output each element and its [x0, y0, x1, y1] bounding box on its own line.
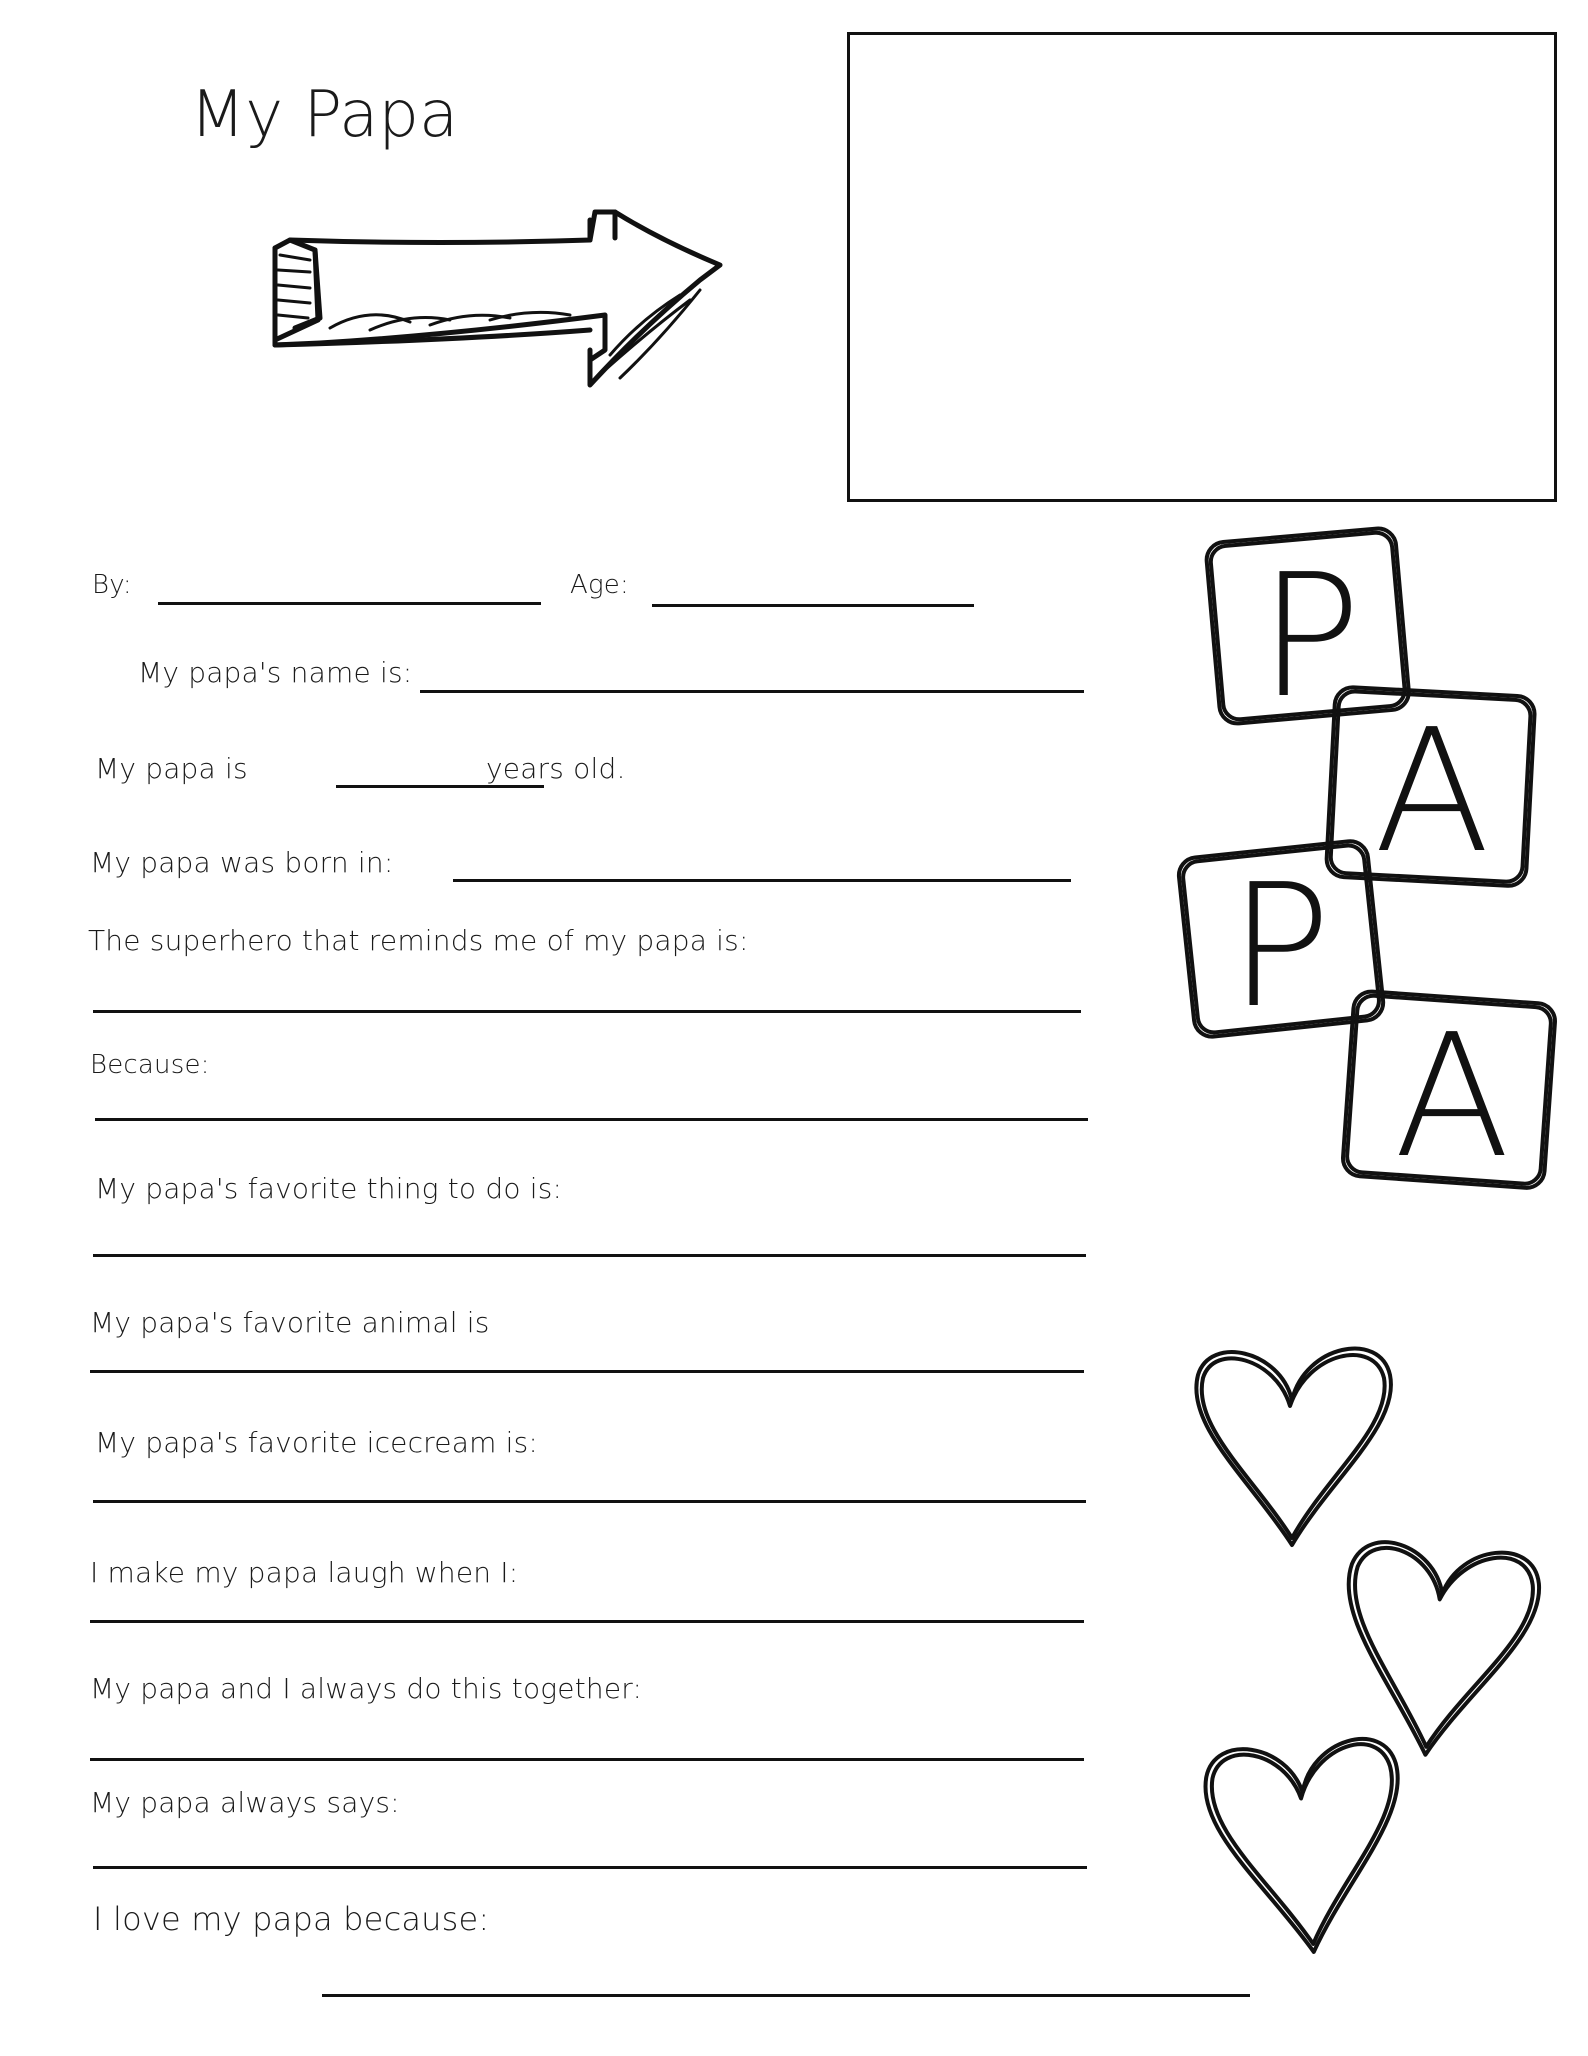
age-label: Age: [570, 570, 629, 600]
love-line[interactable] [322, 1994, 1250, 1997]
papa-tiles [1170, 520, 1570, 1200]
favorite-animal-line[interactable] [90, 1370, 1084, 1373]
says-label: My papa always says: [90, 1786, 400, 1819]
name-line[interactable] [420, 690, 1084, 693]
superhero-line[interactable] [93, 1010, 1081, 1013]
together-label: My papa and I always do this together: [90, 1672, 643, 1705]
because-line[interactable] [95, 1118, 1088, 1121]
age-sentence-prefix: My papa is [95, 752, 248, 785]
favorite-thing-line[interactable] [93, 1254, 1086, 1257]
because-label: Because: [90, 1050, 210, 1080]
hearts-decoration [1170, 1310, 1570, 2000]
born-label: My papa was born in: [90, 846, 394, 879]
favorite-icecream-label: My papa's favorite icecream is: [95, 1426, 539, 1459]
laugh-line[interactable] [90, 1620, 1084, 1623]
born-line[interactable] [453, 879, 1071, 882]
tile-letter-a-2: A [1393, 998, 1511, 1196]
by-line[interactable] [158, 602, 541, 605]
age-sentence-suffix: years old. [486, 752, 626, 785]
favorite-animal-label: My papa's favorite animal is [90, 1306, 490, 1339]
heart-icon [1331, 1537, 1542, 1765]
papa-age-line[interactable] [336, 785, 544, 788]
tile-letter-a-1: A [1373, 693, 1491, 891]
name-label: My papa's name is: [138, 656, 413, 689]
love-label: I love my papa because: [93, 1900, 490, 1938]
together-line[interactable] [90, 1758, 1084, 1761]
age-line[interactable] [652, 604, 974, 607]
heart-icon [1203, 1737, 1410, 1959]
superhero-label: The superhero that reminds me of my papa is: [88, 924, 749, 957]
favorite-thing-label: My papa's favorite thing to do is: [95, 1172, 563, 1205]
tile-letter-p-1: P [1258, 538, 1362, 736]
tile-letter-p-2: P [1228, 848, 1332, 1046]
heart-icon [1196, 1349, 1391, 1545]
favorite-icecream-line[interactable] [93, 1500, 1086, 1503]
says-line[interactable] [93, 1866, 1087, 1869]
arrow-right-icon [260, 200, 740, 400]
laugh-label: I make my papa laugh when I: [90, 1556, 519, 1589]
page-title: My Papa [190, 78, 459, 152]
photo-frame[interactable] [847, 32, 1557, 502]
by-label: By: [92, 570, 132, 600]
